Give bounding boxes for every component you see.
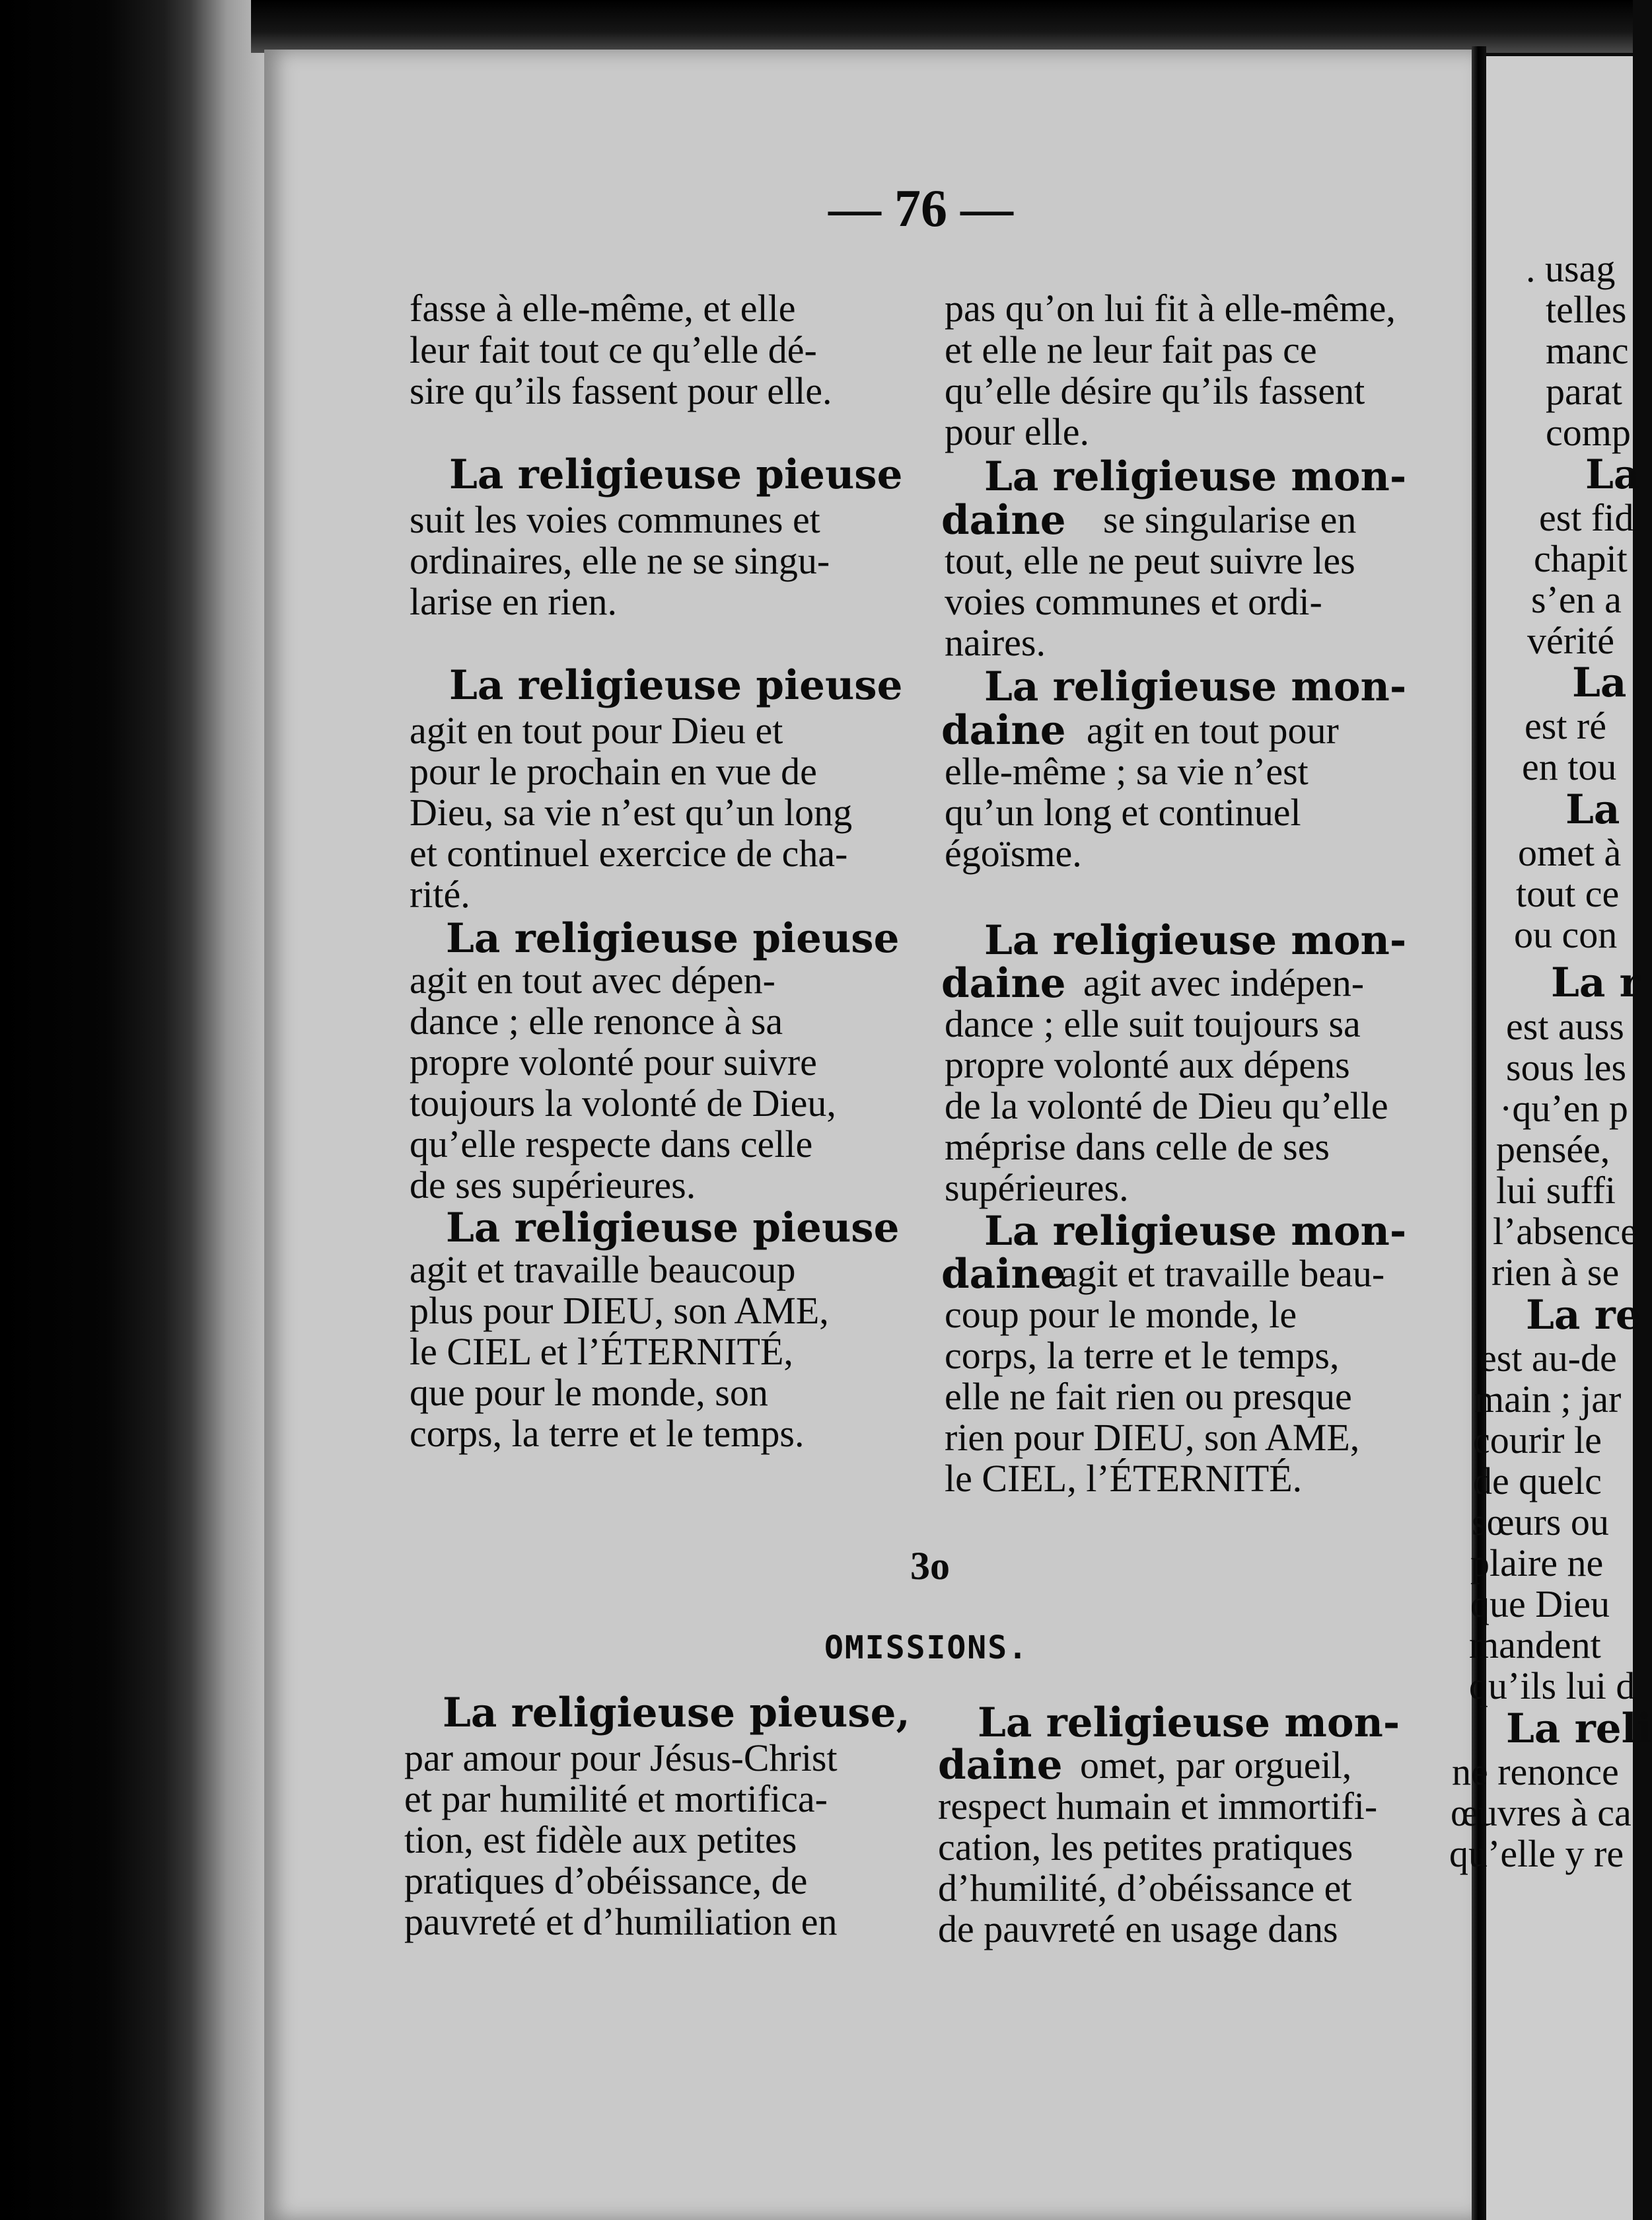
fragment-line: est auss: [1506, 1005, 1624, 1048]
paragraph-heading: La religieuse mon-: [984, 663, 1407, 710]
fragment-line: courir le: [1473, 1419, 1602, 1462]
fragment-line: œuvres à ca: [1451, 1791, 1632, 1834]
paragraph-heading: La religieuse pieuse,: [443, 1689, 910, 1736]
paragraph-heading: La religieuse mon-: [984, 1208, 1407, 1255]
text-line: Dieu, sa vie n’est qu’un long: [410, 791, 853, 834]
text-line: dance ; elle suit toujours sa: [945, 1002, 1361, 1045]
paragraph-heading: daine: [941, 707, 1066, 754]
text-line: plus pour DIEU, son AME,: [410, 1289, 829, 1332]
text-line: qu’elle désire qu’ils fassent: [945, 369, 1365, 412]
paragraph-heading: daine: [938, 1742, 1063, 1789]
fragment-line: est au-de: [1480, 1337, 1617, 1380]
text-line: tout, elle ne peut suivre les: [945, 539, 1355, 582]
fragment-line: parat: [1546, 370, 1622, 413]
text-line: de pauvreté en usage dans: [938, 1907, 1338, 1950]
text-line: pratiques d’obéissance, de: [404, 1859, 808, 1902]
text-line: suit les voies communes et: [410, 498, 820, 541]
text-line: pas qu’on lui fit à elle-même,: [945, 287, 1396, 330]
text-line: qu’elle respecte dans celle: [410, 1123, 813, 1166]
text-line: se singularise en: [1103, 498, 1357, 541]
text-line: le CIEL, l’ÉTERNITÉ.: [945, 1457, 1303, 1500]
text-line: agit et travaille beaucoup: [410, 1248, 796, 1291]
fragment-line: est fid: [1539, 496, 1634, 539]
text-line: par amour pour Jésus-Christ: [404, 1736, 838, 1779]
text-line: agit en tout avec dépen-: [410, 959, 775, 1002]
fragment-line: manc: [1546, 329, 1629, 372]
paragraph-heading: La religieuse pieuse: [449, 451, 903, 498]
text-line: pour le prochain en vue de: [410, 750, 817, 793]
text-line: propre volonté aux dépens: [945, 1043, 1350, 1086]
fragment-line: . usag: [1526, 247, 1616, 290]
text-line: supérieures.: [945, 1166, 1129, 1209]
text-line: respect humain et immortifi-: [938, 1785, 1378, 1828]
top-scan-border: [251, 0, 1633, 53]
text-line: elle ne fait rien ou presque: [945, 1375, 1352, 1418]
fragment-line: mandent: [1469, 1623, 1601, 1666]
text-line: leur fait tout ce qu’elle dé-: [410, 328, 817, 371]
text-line: agit en tout pour Dieu et: [410, 709, 783, 752]
fragment-line: main ; jar: [1474, 1378, 1622, 1421]
text-line: de la volonté de Dieu qu’elle: [945, 1084, 1388, 1127]
text-line: toujours la volonté de Dieu,: [410, 1082, 836, 1125]
paragraph-heading: La religieuse pieuse: [446, 1204, 900, 1251]
text-line: et elle ne leur fait pas ce: [945, 328, 1317, 371]
text-line: rien pour DIEU, son AME,: [945, 1416, 1360, 1459]
fragment-line: ·qu’en p: [1499, 1087, 1628, 1130]
fragment-line: qu’elle y re: [1449, 1832, 1624, 1875]
text-line: propre volonté pour suivre: [410, 1041, 817, 1084]
fragment-line: telles: [1546, 288, 1627, 331]
text-line: corps, la terre et le temps.: [410, 1412, 805, 1455]
text-line: fasse à elle-même, et elle: [410, 287, 796, 330]
text-line: méprise dans celle de ses: [945, 1125, 1330, 1168]
fragment-line: comp: [1546, 411, 1631, 454]
fragment-heading: La re: [1526, 1292, 1641, 1339]
text-line: égoïsme.: [945, 832, 1082, 875]
text-line: tion, est fidèle aux petites: [404, 1818, 797, 1861]
fragment-line: l’absence: [1493, 1210, 1637, 1253]
fragment-line: s’en a: [1531, 578, 1622, 621]
text-line: rité.: [410, 873, 470, 916]
text-line: cation, les petites pratiques: [938, 1826, 1353, 1868]
text-line: et par humilité et mortifica-: [404, 1777, 828, 1820]
fragment-heading: La: [1572, 659, 1627, 706]
text-line: de ses supérieures.: [410, 1164, 696, 1206]
paragraph-heading: daine: [941, 497, 1066, 544]
next-page-fragment: [1440, 244, 1652, 2174]
text-line: et continuel exercice de cha-: [410, 832, 848, 875]
fragment-line: lui suffi: [1496, 1169, 1616, 1212]
text-line: elle-même ; sa vie n’est: [945, 750, 1309, 793]
paragraph-heading: La religieuse mon-: [984, 917, 1407, 964]
text-line: agit avec indépen-: [1083, 961, 1365, 1004]
section-number: 3o: [910, 1544, 950, 1588]
fragment-heading: La r: [1551, 959, 1641, 1006]
fragment-line: sœurs ou: [1472, 1500, 1609, 1543]
fragment-line: ou con: [1514, 913, 1618, 956]
fragment-heading: La: [1565, 786, 1620, 833]
fragment-heading: La reli: [1506, 1705, 1652, 1752]
fragment-line: tout ce: [1516, 872, 1620, 915]
fragment-line: rien à se: [1491, 1251, 1620, 1294]
paragraph-heading: La religieuse mon-: [984, 453, 1407, 500]
text-line: ordinaires, elle ne se singu-: [410, 539, 830, 582]
paragraph-heading: La religieuse pieuse: [449, 662, 903, 709]
text-line: pour elle.: [945, 410, 1090, 453]
text-line: omet, par orgueil,: [1080, 1744, 1352, 1787]
paragraph-heading: daine: [941, 960, 1066, 1007]
fragment-line: omet à: [1518, 831, 1622, 874]
text-line: dance ; elle renonce à sa: [410, 1000, 783, 1043]
text-line: agit et travaille beau-: [1060, 1252, 1385, 1295]
section-title: OMISSIONS.: [824, 1629, 1028, 1666]
paragraph-heading: La religieuse mon-: [978, 1699, 1400, 1746]
fragment-line: que Dieu: [1470, 1582, 1610, 1625]
text-line: que pour le monde, son: [410, 1371, 768, 1414]
text-line: naires.: [945, 621, 1046, 664]
text-line: qu’un long et continuel: [945, 791, 1301, 834]
paragraph-heading: La religieuse pieuse: [446, 915, 900, 962]
fragment-line: plaire ne: [1470, 1541, 1604, 1584]
fragment-line: vérité: [1527, 619, 1615, 662]
fragment-line: ne renonce: [1452, 1750, 1619, 1793]
fragment-line: de quelc: [1473, 1460, 1602, 1502]
paragraph-heading: daine: [941, 1251, 1066, 1298]
fragment-line: est ré: [1525, 704, 1606, 747]
text-line: coup pour le monde, le: [945, 1293, 1297, 1336]
text-line: voies communes et ordi-: [945, 580, 1322, 623]
fragment-line: sous les: [1506, 1046, 1627, 1089]
text-line: le CIEL et l’ÉTERNITÉ,: [410, 1330, 793, 1373]
text-line: larise en rien.: [410, 580, 618, 623]
fragment-line: pensée,: [1496, 1128, 1610, 1171]
binding-shadow: [0, 0, 264, 2220]
fragment-line: chapit: [1534, 537, 1628, 580]
text-line: pauvreté et d’humiliation en: [404, 1900, 838, 1943]
text-line: d’humilité, d’obéissance et: [938, 1867, 1352, 1909]
fragment-heading: La: [1585, 451, 1640, 498]
text-line: agit en tout pour: [1087, 709, 1339, 752]
fragment-line: qu’ils lui d: [1469, 1664, 1635, 1707]
fragment-line: en tou: [1522, 745, 1617, 788]
text-line: sire qu’ils fassent pour elle.: [410, 369, 832, 412]
page-number: — 76 —: [828, 180, 1013, 238]
text-line: corps, la terre et le temps,: [945, 1334, 1340, 1377]
